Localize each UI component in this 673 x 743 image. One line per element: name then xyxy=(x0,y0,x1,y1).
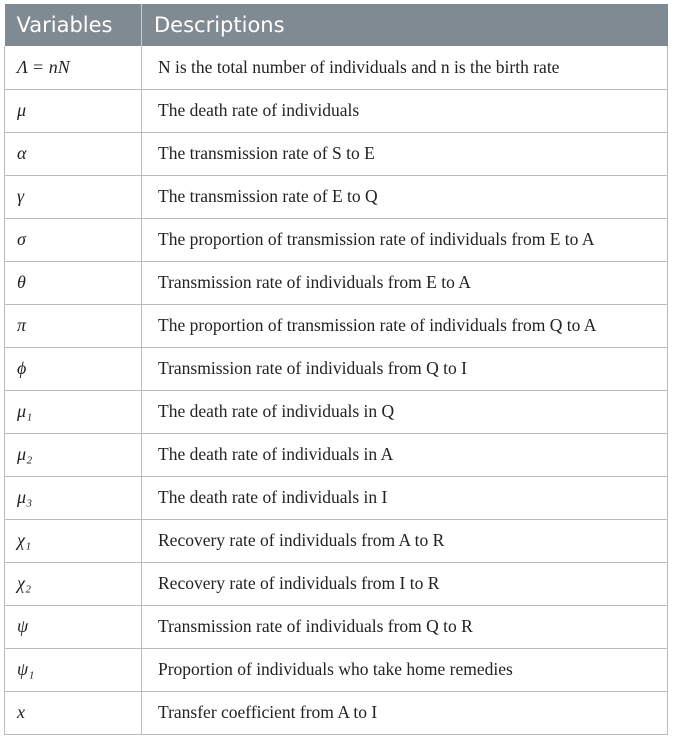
table-row xyxy=(5,390,668,433)
variable-cell: ψ xyxy=(5,605,142,648)
variable-cell: π xyxy=(5,304,142,347)
table-row xyxy=(5,519,668,562)
description-cell: Recovery rate of individuals from A to R xyxy=(142,519,668,562)
table-row xyxy=(5,433,668,476)
variable-cell: μ₂ xyxy=(5,433,142,476)
description-cell: The transmission rate of S to E xyxy=(142,132,668,175)
table-row xyxy=(5,648,668,691)
table-row xyxy=(5,89,668,132)
variable-cell: ϕ xyxy=(5,347,142,390)
table-header-row xyxy=(5,4,668,46)
description-cell: The death rate of individuals in I xyxy=(142,476,668,519)
header-variables: Variables xyxy=(5,4,142,46)
table-row xyxy=(5,347,668,390)
table-row xyxy=(5,46,668,89)
variable-cell: χ₂ xyxy=(5,562,142,605)
description-cell: Proportion of individuals who take home remedies xyxy=(142,648,668,691)
variables-table-container xyxy=(4,4,667,735)
table-row xyxy=(5,132,668,175)
description-cell: The death rate of individuals xyxy=(142,89,668,132)
table-row xyxy=(5,304,668,347)
variable-cell: σ xyxy=(5,218,142,261)
table-row xyxy=(5,175,668,218)
variable-cell: x xyxy=(5,691,142,734)
variable-cell: μ xyxy=(5,89,142,132)
variables-table xyxy=(4,4,668,735)
table-row xyxy=(5,218,668,261)
table-row xyxy=(5,605,668,648)
description-cell: The death rate of individuals in A xyxy=(142,433,668,476)
description-cell: The transmission rate of E to Q xyxy=(142,175,668,218)
description-cell: The proportion of transmission rate of individuals from Q to A xyxy=(142,304,668,347)
description-cell: Transmission rate of individuals from E to A xyxy=(142,261,668,304)
description-cell: The proportion of transmission rate of individuals from E to A xyxy=(142,218,668,261)
variable-cell: α xyxy=(5,132,142,175)
table-row xyxy=(5,261,668,304)
description-cell: N is the total number of individuals and n is the birth rate xyxy=(142,46,668,89)
variable-cell: μ₁ xyxy=(5,390,142,433)
variable-cell: Λ = nN xyxy=(5,46,142,89)
description-cell: Recovery rate of individuals from I to R xyxy=(142,562,668,605)
table-row xyxy=(5,691,668,734)
variable-cell: γ xyxy=(5,175,142,218)
description-cell: Transmission rate of individuals from Q to R xyxy=(142,605,668,648)
description-cell: The death rate of individuals in Q xyxy=(142,390,668,433)
description-cell: Transfer coefficient from A to I xyxy=(142,691,668,734)
header-descriptions: Descriptions xyxy=(142,4,668,46)
table-row xyxy=(5,562,668,605)
variable-cell: ψ₁ xyxy=(5,648,142,691)
variable-cell: μ₃ xyxy=(5,476,142,519)
table-row xyxy=(5,476,668,519)
description-cell: Transmission rate of individuals from Q to I xyxy=(142,347,668,390)
variable-cell: χ₁ xyxy=(5,519,142,562)
variable-cell: θ xyxy=(5,261,142,304)
